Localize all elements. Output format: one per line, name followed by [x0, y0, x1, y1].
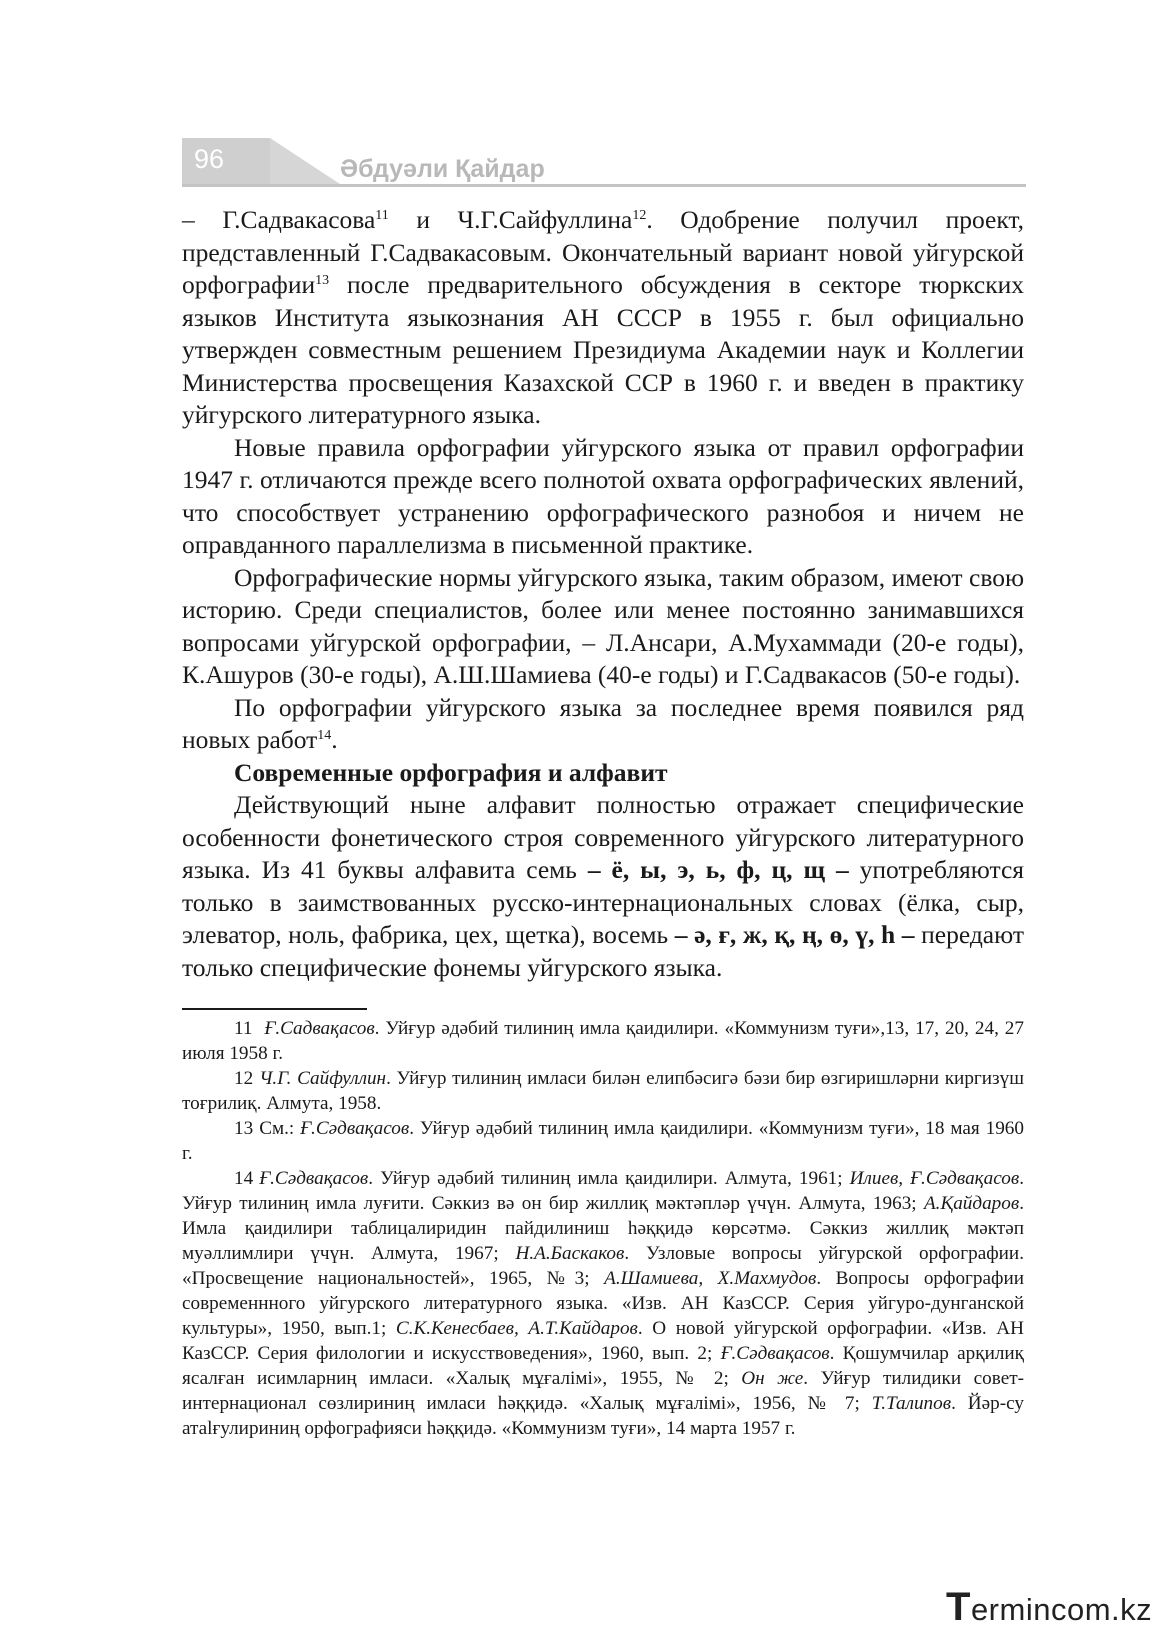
footnote-author: Ч.Г. Сайфуллин	[259, 1068, 387, 1089]
page-number: 96	[194, 144, 225, 174]
running-head-author: Әбдуәли Қайдар	[340, 155, 545, 183]
footnote-ref-11[interactable]: 11	[375, 208, 389, 223]
text-run: употребляются только в заимствованных русско-интернациональных словах (ёлка, сыр, элеватор, ноль, фабрика, цех, щетка), восемь	[182, 855, 1025, 949]
footnote-number: 11	[234, 1018, 253, 1039]
footnote-author: А.Қайдаров	[923, 1193, 1020, 1214]
footnote-text: . Узловые вопросы уйгурской орфографии. «Просвещение национальностей», 1965, №3;	[182, 1243, 1024, 1289]
letter-list-borrowed: – ё, ы, э, ь, ф, ц, щ –	[587, 855, 849, 884]
footnote-14	[182, 1166, 1024, 1441]
footnote-text: . Уйғур әдәбий тилиниң имла қаидилири. «Коммунизм туғи»,13, 17, 20, 24, 27 июля 1958 г.	[182, 1018, 1024, 1064]
header-rule	[182, 184, 1026, 187]
paragraph-2: Новые правила орфографии уйгурского языка от правил орфографии 1947 г. отличаются прежде всего полнотой охвата орфографических явлений, что способствует устранению орфографического разнобоя и ничем не оправданного параллелизма в письменной практике.	[182, 432, 1024, 559]
text-run: передают только специфические фонемы уйгурского языка.	[182, 920, 1024, 982]
letter-list-specific: – ә, ғ, ж, қ, ң, ө, ү, һ –	[674, 920, 915, 949]
text-run: . Одобрение получил проект, представленный Г.Садвакасовым. Окончательный вариант новой уйгурской орфографии	[182, 205, 1025, 299]
footnote-number: 12	[234, 1068, 254, 1089]
text-run: .	[331, 725, 338, 754]
footnote-text: . Уйғур тилидики совет-интернационал сөзлириниң имласи һәққидә. «Халық мұғалімі», 1956, № 7;	[182, 1368, 1024, 1414]
text-run: Действующий ныне алфавит полностью отражает специфические особенности фонетического строя современного уйгурского литературного языка. Из 41 буквы алфавита семь	[182, 790, 1024, 884]
logo-text: ermincom.kz	[970, 1592, 1153, 1627]
footnote-13	[182, 1116, 1024, 1166]
footnote-text: . Уйғур тилиниң имла луғити. Сәккиз вә он бир жиллиқ мәктәпләр үчүн. Алмута, 1963;	[182, 1168, 1024, 1214]
paragraph-5	[182, 789, 1024, 984]
footnote-text: . Йәр-су атаlғулириниң орфографияси һәққидә. «Коммунизм туғи», 14 марта 1957 г.	[182, 1393, 1024, 1439]
page-tab-decoration	[270, 138, 340, 184]
footnote-text: . Имла қаидилири таблицалиридин пайдилиниш һәққидә көрсәтмә. Сәккиз жиллиқ мәктәп муәллимлири үчүн. Алмута, 1967;	[182, 1193, 1024, 1264]
main-text	[182, 204, 1024, 984]
footnote-ref-13[interactable]: 13	[315, 273, 330, 288]
footnote-author: Ғ.Сәдвақасов	[300, 1118, 410, 1139]
section-title: Современные орфография и алфавит	[234, 757, 668, 787]
footnote-text: . Уйғур әдәбий тилиниң имла қаидилири. Алмута, 1961;	[368, 1168, 850, 1189]
footnote-author: Он же	[741, 1368, 804, 1389]
footnote-separator	[182, 1008, 367, 1010]
footnote-author: Илиев, Ғ.Сәдвақасов	[849, 1168, 1020, 1189]
text-run: По орфографии уйгурского языка за последнее время появился ряд новых работ	[182, 692, 1024, 754]
termincom-logo	[946, 1585, 1152, 1630]
footnote-text: . Қошумчилар арқилиқ ясалған исимларниң имласи. «Халық мұғалімі», 1955, № 2;	[182, 1343, 1024, 1389]
text-run: – Г.Садвакасова	[182, 205, 376, 234]
paragraph-3: Орфографические нормы уйгурского языка, таким образом, имеют свою историю. Среди специалистов, более или менее постоянно занимавшихся вопросами уйгурской орфографии, – Л.Ансари, А.Мухаммади (20-е годы), К.Ашуров (30-е годы), А.Ш.Шамиева (40-е годы) и Г.Садвакасов (50-е годы).	[182, 562, 1024, 689]
paragraph-1	[182, 204, 1024, 432]
footnote-prefix: См.:	[259, 1118, 301, 1139]
footnote-author: Ғ.Сәдвақасов	[720, 1343, 830, 1364]
paragraph-4	[182, 692, 1024, 757]
footnote-text: . Уйғур тилиниң имласи билән елипбәсигә бәзи бир өзгиришләрни киргизүш тоғрилиқ. Алмута, 1958.	[182, 1068, 1024, 1114]
footnote-author: Т.Талипов	[871, 1393, 952, 1414]
footnote-author: Ғ.Садвақасов	[264, 1018, 375, 1039]
footnote-author: Н.А.Баскаков	[515, 1243, 625, 1264]
page-header	[182, 138, 1026, 190]
footnote-12	[182, 1066, 1024, 1116]
footnote-11	[182, 1016, 1024, 1066]
text-run: и Ч.Г.Сайфуллина	[388, 205, 633, 234]
text-run: после предварительного обсуждения в секторе тюркских языков Института языкознания АН СССР в 1955 г. был официально утвержден совместным решением Президиума Академии наук и Коллегии Министерства просвещения Казахской ССР в 1960 г. и введен в практику уйгурского литературного языка.	[182, 270, 1024, 429]
footnote-text: . О новой уйгурской орфографии. «Изв. АН КазССР. Серия филологии и искусствоведения», 1960, вып. 2;	[182, 1318, 1025, 1364]
logo-initial: T	[946, 1585, 971, 1629]
footnote-author: С.К.Кенесбаев, А.Т.Кайдаров	[395, 1318, 638, 1339]
footnote-author: А.Шамиева, Х.Махмудов	[604, 1268, 817, 1289]
footnote-author: Ғ.Сәдвақасов	[259, 1168, 369, 1189]
footnotes	[182, 1016, 1024, 1441]
footnote-ref-14[interactable]: 14	[317, 728, 332, 743]
footnote-text: . Уйғур әдәбий тилиниң имла қаидилири. «Коммунизм туғи», 18 мая 1960 г.	[182, 1118, 1024, 1164]
footnote-ref-12[interactable]: 12	[632, 208, 647, 223]
footnote-text: . Вопросы орфографии современнного уйгурского литературного языка. «Изв. АН КазССР. Серия уйгуро-дунганской культуры», 1950, вып.1;	[182, 1268, 1024, 1339]
footnote-number: 14	[234, 1168, 254, 1189]
footnote-number: 13	[234, 1118, 254, 1139]
